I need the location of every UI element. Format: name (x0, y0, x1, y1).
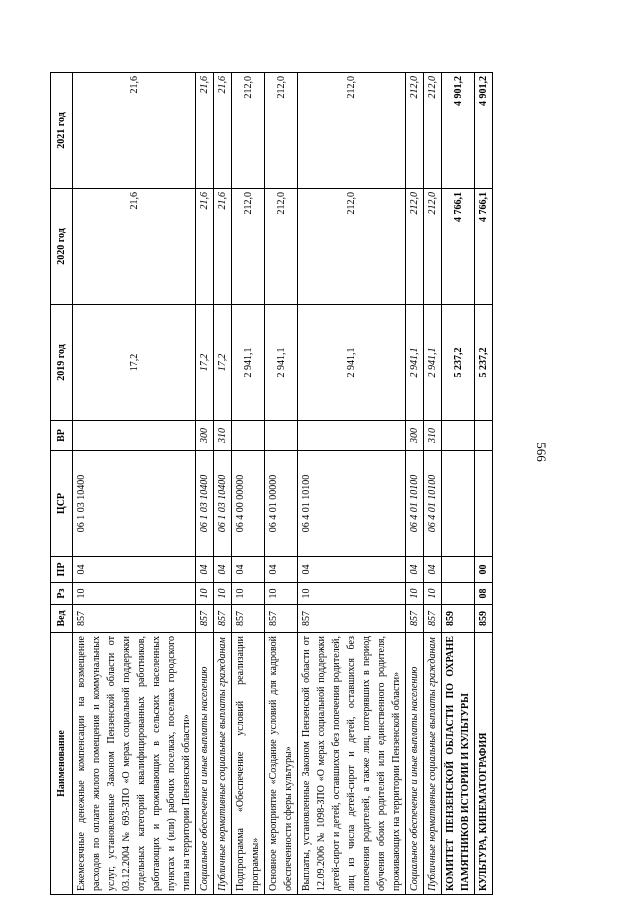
cell-2021: 21,6 (73, 73, 196, 189)
cell-rz: 10 (73, 583, 196, 605)
cell-csr (442, 451, 475, 557)
cell-pr: 04 (214, 557, 232, 583)
cell-ved: 857 (232, 605, 265, 633)
cell-csr: 06 1 03 10400 (196, 451, 214, 557)
cell-name: КОМИТЕТ ПЕНЗЕНСКОЙ ОБЛАСТИ ПО ОХРАНЕ ПАМЯТНИКОВ ИСТОРИИ И КУЛЬТУРЫ (442, 633, 475, 895)
cell-csr: 06 4 01 10100 (424, 451, 442, 557)
cell-vr: 300 (196, 421, 214, 451)
table-row (475, 73, 493, 895)
cell-ved: 859 (475, 605, 493, 633)
cell-2019: 17,2 (196, 305, 214, 421)
header-rz: Рз (51, 583, 73, 605)
page-number: 566 (534, 442, 549, 462)
header-ved: Вед (51, 605, 73, 633)
cell-name: Публичные нормативные социальные выплаты гражданам (214, 633, 232, 895)
cell-rz: 10 (196, 583, 214, 605)
cell-2021: 212,0 (424, 73, 442, 189)
cell-2021: 4 901,2 (475, 73, 493, 189)
cell-vr (73, 421, 196, 451)
cell-2020: 212,0 (265, 189, 298, 305)
table-row (73, 73, 196, 895)
cell-ved: 857 (298, 605, 406, 633)
cell-2019: 17,2 (73, 305, 196, 421)
cell-2021: 21,6 (214, 73, 232, 189)
cell-2021: 212,0 (232, 73, 265, 189)
cell-2019: 5 237,2 (475, 305, 493, 421)
header-csr: ЦСР (51, 451, 73, 557)
cell-ved: 857 (214, 605, 232, 633)
cell-ved: 857 (73, 605, 196, 633)
cell-rz: 10 (265, 583, 298, 605)
table-row (196, 73, 214, 895)
table-row (232, 73, 265, 895)
cell-2021: 212,0 (298, 73, 406, 189)
cell-2021: 212,0 (265, 73, 298, 189)
header-pr: ПР (51, 557, 73, 583)
cell-csr (475, 451, 493, 557)
cell-csr: 06 4 01 00000 (265, 451, 298, 557)
cell-csr: 06 4 01 10100 (298, 451, 406, 557)
cell-2020: 212,0 (298, 189, 406, 305)
cell-ved: 857 (196, 605, 214, 633)
cell-ved: 859 (442, 605, 475, 633)
header-2020: 2020 год (51, 189, 73, 305)
cell-pr: 04 (265, 557, 298, 583)
cell-name: Ежемесячные денежные компенсации на возмещение расходов по оплате жилого помещения и коммунальных услуг, установленные Законом Пензенской области от 03.12.2004 № 693-ЗПО «О мерах социальной поддержки отдельных категорий квалифицированных работников, работающих и проживающих в сельских населенных пунктах и (или) рабочих поселках, поселках городского типа на территории Пензенской области» (73, 633, 196, 895)
cell-pr: 04 (298, 557, 406, 583)
cell-rz (442, 583, 475, 605)
cell-2019: 2 941,1 (298, 305, 406, 421)
rotated-table-container (50, 73, 590, 895)
cell-2019: 2 941,1 (406, 305, 424, 421)
header-2021: 2021 год (51, 73, 73, 189)
cell-2019: 17,2 (214, 305, 232, 421)
cell-vr (298, 421, 406, 451)
cell-name: Основное мероприятие «Создание условий для кадровой обеспеченности сферы культуры» (265, 633, 298, 895)
cell-csr: 06 1 03 10400 (73, 451, 196, 557)
cell-rz: 10 (424, 583, 442, 605)
cell-vr: 310 (214, 421, 232, 451)
cell-name: Подпрограмма «Обеспечение условий реализации программы» (232, 633, 265, 895)
cell-csr: 06 4 01 10100 (406, 451, 424, 557)
cell-vr (475, 421, 493, 451)
cell-name: КУЛЬТУРА, КИНЕМАТОГРАФИЯ (475, 633, 493, 895)
cell-pr: 04 (232, 557, 265, 583)
cell-pr: 04 (424, 557, 442, 583)
cell-rz: 10 (298, 583, 406, 605)
cell-vr (232, 421, 265, 451)
cell-2020: 212,0 (232, 189, 265, 305)
cell-vr (265, 421, 298, 451)
table-row (406, 73, 424, 895)
cell-vr (442, 421, 475, 451)
cell-ved: 857 (424, 605, 442, 633)
cell-2020: 21,6 (214, 189, 232, 305)
cell-2020: 21,6 (196, 189, 214, 305)
cell-name: Социальное обеспечение и иные выплаты населению (406, 633, 424, 895)
cell-2021: 21,6 (196, 73, 214, 189)
cell-csr: 06 1 03 10400 (214, 451, 232, 557)
cell-rz: 10 (406, 583, 424, 605)
cell-pr: 04 (73, 557, 196, 583)
cell-rz: 10 (214, 583, 232, 605)
cell-2020: 4 766,1 (442, 189, 475, 305)
cell-pr: 04 (406, 557, 424, 583)
cell-2020: 212,0 (424, 189, 442, 305)
cell-name: Социальное обеспечение и иные выплаты населению (196, 633, 214, 895)
cell-2019: 2 941,1 (232, 305, 265, 421)
cell-pr: 00 (475, 557, 493, 583)
cell-vr: 300 (406, 421, 424, 451)
cell-rz: 08 (475, 583, 493, 605)
table-header-row (51, 73, 73, 895)
table-row (442, 73, 475, 895)
cell-ved: 857 (406, 605, 424, 633)
cell-2019: 5 237,2 (442, 305, 475, 421)
cell-csr: 06 4 00 00000 (232, 451, 265, 557)
cell-2021: 212,0 (406, 73, 424, 189)
cell-pr: 04 (196, 557, 214, 583)
header-2019: 2019 год (51, 305, 73, 421)
table-row (298, 73, 406, 895)
cell-name: Выплаты, установленные Законом Пензенской области от 12.09.2006 № 1098-ЗПО «О мерах социальной поддержки детей-сирот и детей, оставшихся без попечения родителей, лиц из числа детей-сирот и детей, оставшихся без попечения родителей, а также лиц, потерявших в период обучения обоих родителей или единственного родителя, проживающих на территории Пензенской области» (298, 633, 406, 895)
header-vr: ВР (51, 421, 73, 451)
cell-2020: 4 766,1 (475, 189, 493, 305)
cell-2019: 2 941,1 (265, 305, 298, 421)
cell-2020: 212,0 (406, 189, 424, 305)
cell-name: Публичные нормативные социальные выплаты гражданам (424, 633, 442, 895)
header-name: Наименование (51, 633, 73, 895)
cell-ved: 857 (265, 605, 298, 633)
cell-2021: 4 901,2 (442, 73, 475, 189)
cell-2020: 21,6 (73, 189, 196, 305)
cell-rz: 10 (232, 583, 265, 605)
cell-vr: 310 (424, 421, 442, 451)
budget-table (50, 72, 493, 895)
table-row (424, 73, 442, 895)
cell-2019: 2 941,1 (424, 305, 442, 421)
table-row (265, 73, 298, 895)
table-row (214, 73, 232, 895)
cell-pr (442, 557, 475, 583)
